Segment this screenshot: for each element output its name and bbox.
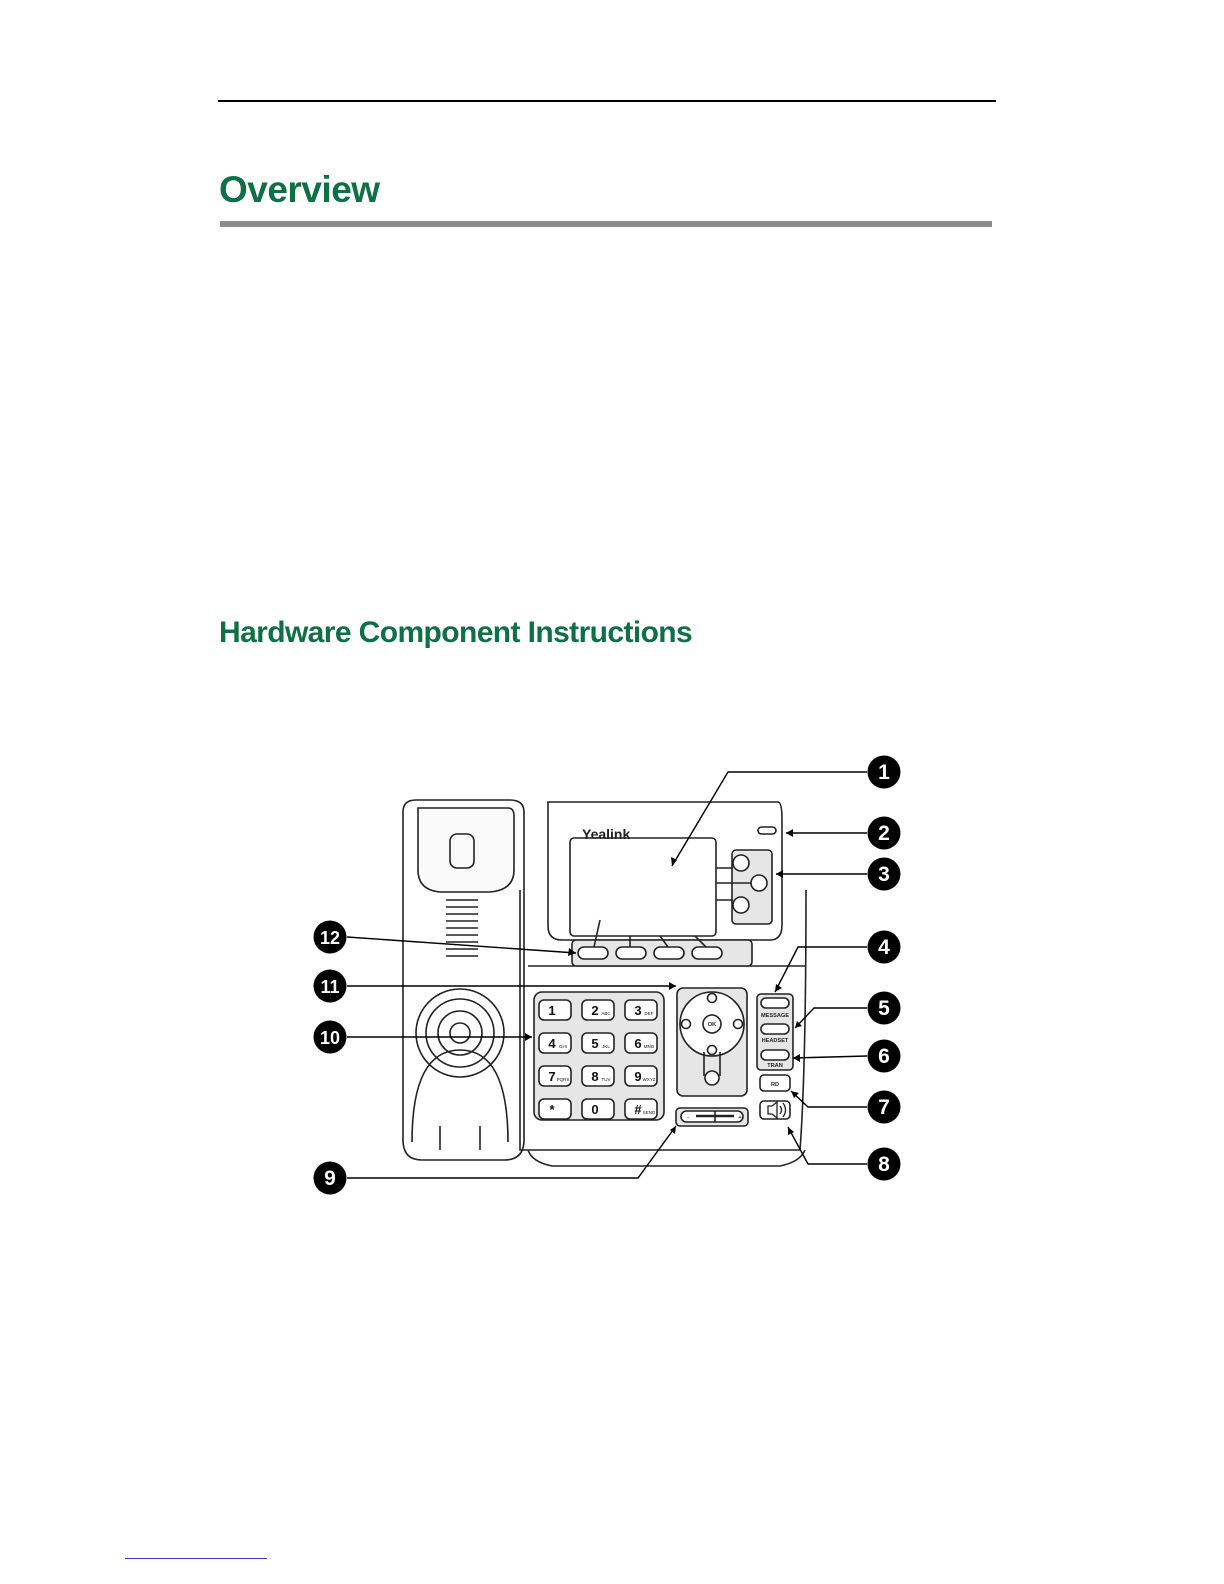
callout-12 xyxy=(314,921,347,954)
page-header-rule xyxy=(218,100,996,102)
callout-number: 11 xyxy=(320,977,340,997)
key-digit: 0 xyxy=(591,1102,599,1117)
phone-diagram xyxy=(300,750,920,1200)
key-letters: MNO xyxy=(643,1044,655,1049)
callout-7 xyxy=(868,1091,901,1124)
tran-label: TRAN xyxy=(767,1063,783,1069)
keypad-key-11 xyxy=(582,1099,614,1119)
key-letters: . xyxy=(562,1110,564,1115)
callout-6 xyxy=(868,1040,901,1073)
key-letters: PQRS xyxy=(556,1077,570,1082)
callout-4 xyxy=(868,931,901,964)
callout-number: 7 xyxy=(878,1096,890,1119)
keypad-key-1 xyxy=(539,1000,571,1020)
soft-key-1 xyxy=(578,947,608,959)
key-digit: 9 xyxy=(634,1069,642,1084)
key-letters: TUV xyxy=(601,1077,611,1082)
handset-cradle xyxy=(412,1050,508,1142)
callout-number: 2 xyxy=(878,822,890,845)
key-digit: 2 xyxy=(591,1003,599,1018)
footer-link-rule xyxy=(125,1558,267,1559)
keypad-key-5 xyxy=(582,1033,614,1053)
callout-number: 10 xyxy=(319,1028,341,1048)
key-letters: JKL xyxy=(602,1044,610,1049)
key-letters: WXYZ xyxy=(642,1077,656,1082)
keypad-key-8 xyxy=(582,1066,614,1086)
key-digit: # xyxy=(634,1102,642,1117)
ok-label: OK xyxy=(707,1022,717,1028)
callout-number: 4 xyxy=(878,936,890,959)
headset-key xyxy=(761,1024,789,1034)
callout-number: 1 xyxy=(878,761,890,784)
callout-11 xyxy=(314,970,347,1003)
section-title: Hardware Component Instructions xyxy=(219,616,693,649)
soft-key-3 xyxy=(654,947,684,959)
key-digit: 6 xyxy=(634,1036,642,1051)
soft-key-4 xyxy=(692,947,722,959)
volume-plus: + xyxy=(738,1115,742,1121)
tran-key xyxy=(761,1050,789,1060)
keypad-key-7 xyxy=(539,1066,571,1086)
headset-label: HEADSET xyxy=(761,1038,789,1044)
callout-number: 6 xyxy=(878,1045,890,1068)
key-digit: 3 xyxy=(634,1003,642,1018)
callout-8 xyxy=(868,1148,901,1181)
message-label: MESSAGE xyxy=(761,1013,789,1019)
callout-badges xyxy=(314,756,901,1195)
key-digit: 1 xyxy=(548,1003,556,1018)
key-letters: DEF xyxy=(644,1011,654,1016)
keypad-key-6 xyxy=(625,1033,657,1053)
key-letters: SEND xyxy=(642,1110,656,1115)
message-key xyxy=(761,998,789,1008)
callout-number: 8 xyxy=(878,1153,890,1176)
callout-number: 9 xyxy=(324,1167,336,1190)
key-letters: ABC xyxy=(601,1011,611,1016)
keypad-key-9 xyxy=(625,1066,657,1086)
key-digit: 8 xyxy=(591,1069,599,1084)
callout-number: 3 xyxy=(878,863,890,886)
key-digit: 4 xyxy=(548,1036,556,1051)
key-digit: 7 xyxy=(548,1069,556,1084)
keypad-key-12 xyxy=(625,1099,657,1119)
callout-3 xyxy=(868,858,901,891)
soft-key-2 xyxy=(616,947,646,959)
callout-10 xyxy=(314,1021,347,1054)
title-underline xyxy=(220,221,992,227)
callout-number: 12 xyxy=(319,928,341,948)
rd-label: RD xyxy=(770,1082,780,1088)
keypad-key-4 xyxy=(539,1033,571,1053)
key-digit: * xyxy=(549,1102,555,1117)
lcd-screen xyxy=(570,838,716,936)
key-letters: GHI xyxy=(558,1044,568,1049)
page-title: Overview xyxy=(219,169,380,210)
callout-1 xyxy=(868,756,901,789)
brand-logo: Yealink xyxy=(582,826,631,842)
keypad-key-3 xyxy=(625,1000,657,1020)
callout-2 xyxy=(868,817,901,850)
keypad-key-2 xyxy=(582,1000,614,1020)
keypad-key-10 xyxy=(539,1099,571,1119)
callout-5 xyxy=(868,992,901,1025)
key-digit: 5 xyxy=(591,1036,599,1051)
callout-9 xyxy=(314,1162,347,1195)
volume-minus: - xyxy=(687,1115,689,1121)
callout-number: 5 xyxy=(878,997,890,1020)
